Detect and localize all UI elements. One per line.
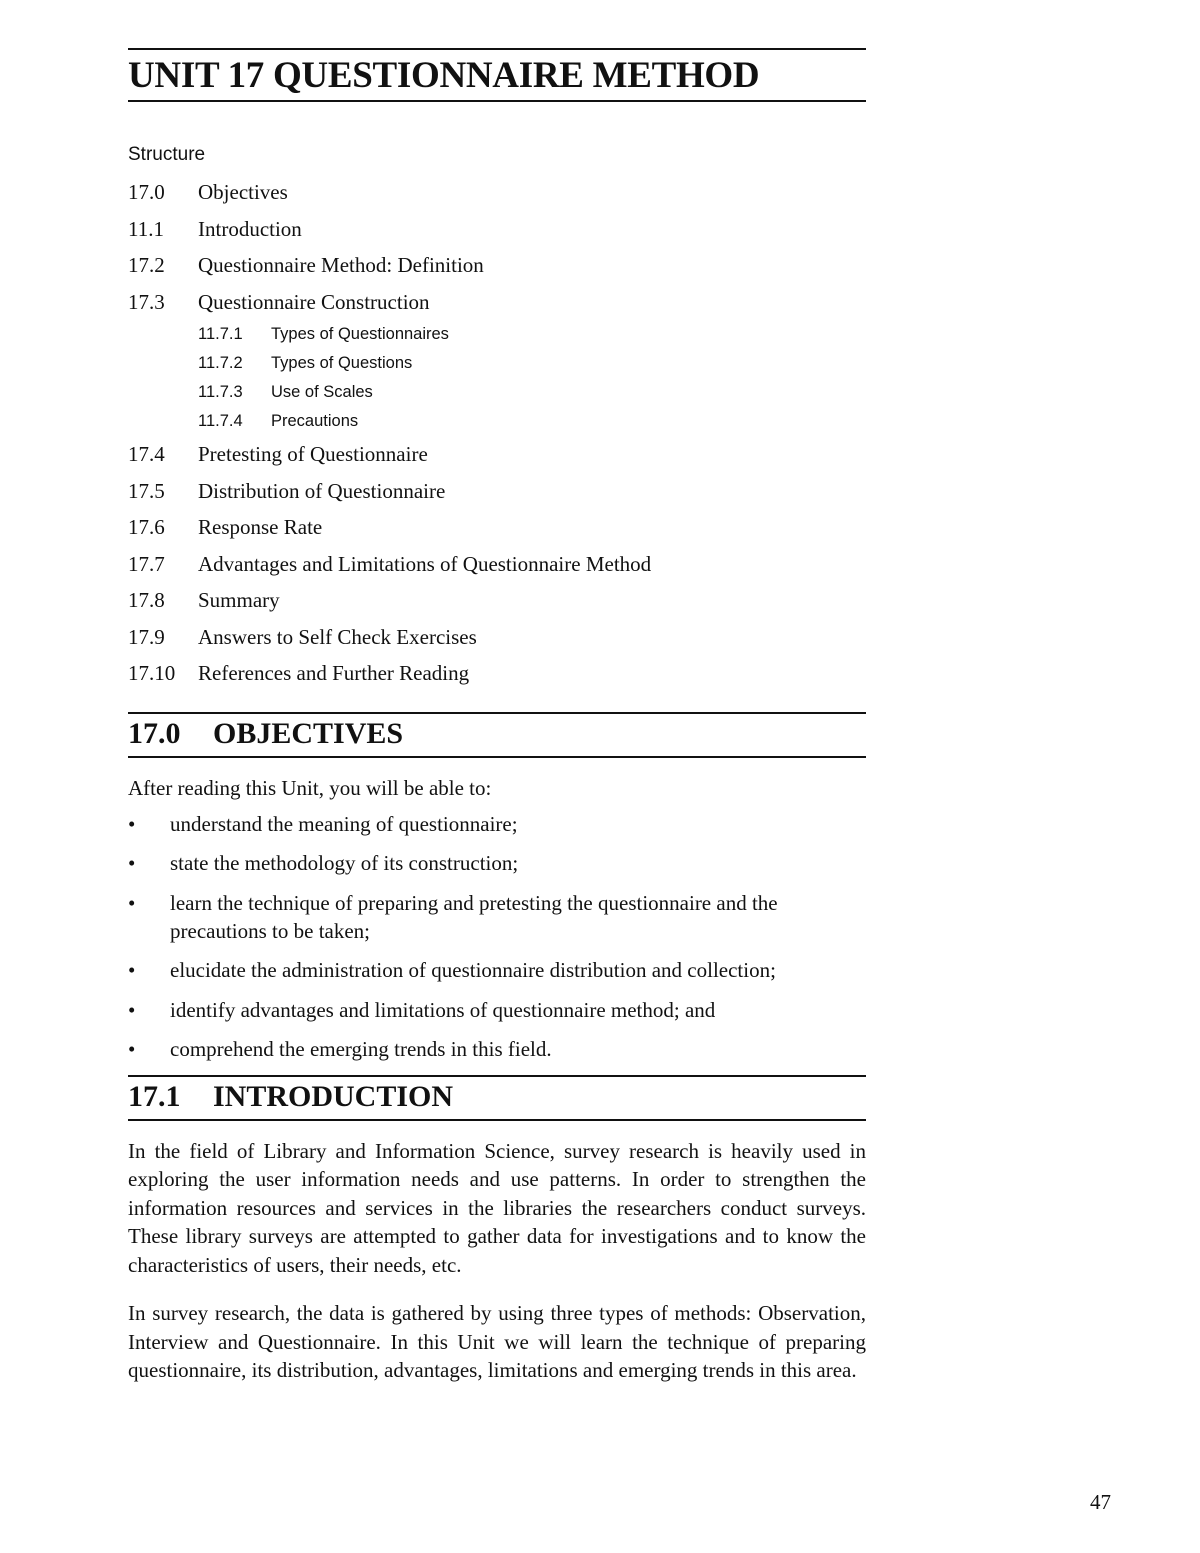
bullet-icon: • [128,1037,136,1061]
objectives-bottom-rule [128,756,866,758]
toc-number: 17.4 [128,442,165,466]
toc-number: 17.0 [128,180,165,204]
list-item [128,996,866,1024]
list-item-text: elucidate the administration of questionnaire distribution and collection; [170,958,776,982]
toc-row [128,284,866,321]
list-item [128,889,866,945]
toc-row [128,174,866,211]
list-item [128,956,866,984]
section-title: OBJECTIVES [213,716,404,750]
toc-sub-label: Precautions [271,412,359,430]
toc-sub-number: 11.7.2 [198,354,243,372]
toc-label: Advantages and Limitations of Questionnaire Method [198,551,652,576]
list-item-text: state the methodology of its construction; [170,851,519,875]
list-item-text: learn the technique of preparing and pretesting the questionnaire and the precautions to be taken; [170,890,778,943]
toc-label: Questionnaire Method: Definition [198,253,484,277]
structure-label: Structure [128,144,206,165]
toc-label: Response Rate [198,515,323,539]
toc-number: 17.5 [128,478,165,503]
list-item-text: identify advantages and limitations of questionnaire method; and [170,997,716,1022]
table-of-contents [128,174,866,692]
introduction-paragraph: In survey research, the data is gathered by using three types of methods: Observation, Interview and Questionnaire. In this Unit we will learn the technique of preparing questionnaire, its distribution, advantages, limitations and emerging trends in this area. [128,1301,866,1382]
toc-row [128,436,866,473]
toc-label: Objectives [198,180,288,204]
toc-number: 17.3 [128,289,165,314]
toc-subrow [128,349,866,378]
toc-row [128,509,866,546]
bullet-icon: • [128,958,136,982]
unit-title: UNIT 17 QUESTIONNAIRE METHOD [128,55,760,96]
toc-number: 17.7 [128,551,165,576]
section-number: 17.1 [128,1079,181,1113]
section-number: 17.0 [128,716,181,750]
toc-label: Questionnaire Construction [198,289,430,314]
introduction-paragraph: In the field of Library and Information Science, survey research is heavily used in exploring the user information needs and use patterns. In order to strengthen the information resources and services in the libraries the researchers conduct surveys. These library surveys are attempted to gather data for investigations and to know the characteristics of users, their needs, etc. [128,1138,866,1277]
list-item-text: understand the meaning of questionnaire; [170,811,518,836]
toc-row [128,582,866,619]
list-item-text: comprehend the emerging trends in this field. [170,1037,552,1061]
bullet-icon: • [128,851,136,875]
toc-number: 17.2 [128,253,165,277]
toc-sub-label: Types of Questionnaires [271,325,449,343]
toc-number: 17.10 [128,661,176,685]
toc-label: Introduction [198,216,302,241]
section-title: INTRODUCTION [213,1079,454,1113]
list-item [128,849,866,877]
list-item [128,810,866,838]
toc-row [128,473,866,510]
toc-number: 17.9 [128,624,165,649]
list-item [128,1035,866,1063]
objectives-list [128,810,866,1064]
toc-label: Pretesting of Questionnaire [198,442,428,466]
objectives-heading [128,714,866,756]
page-number: 47 [1090,1490,1111,1514]
toc-sub-label: Use of Scales [271,383,373,401]
introduction-heading [128,1077,866,1119]
toc-number: 17.8 [128,588,165,612]
toc-sub-number: 11.7.1 [198,325,243,343]
objectives-lead: After reading this Unit, you will be able to: [128,775,492,800]
bullet-icon: • [128,997,136,1022]
toc-sub-number: 11.7.3 [198,383,243,401]
bullet-icon: • [128,890,136,915]
toc-subrow [128,320,866,349]
toc-label: References and Further Reading [198,661,470,685]
toc-row [128,655,866,692]
toc-subrow [128,378,866,407]
document-page [128,48,866,1385]
toc-number: 17.6 [128,515,165,539]
toc-sub-number: 11.7.4 [198,412,243,430]
toc-label: Summary [198,588,280,612]
toc-label: Answers to Self Check Exercises [198,624,477,649]
toc-label: Distribution of Questionnaire [198,478,446,503]
toc-row [128,546,866,583]
bullet-icon: • [128,811,136,836]
introduction-bottom-rule [128,1119,866,1121]
title-bottom-rule [128,100,866,102]
toc-number: 11.1 [128,216,164,241]
toc-row [128,247,866,284]
toc-subrow [128,407,866,436]
toc-row [128,619,866,656]
toc-row [128,211,866,248]
toc-sub-label: Types of Questions [271,354,413,372]
